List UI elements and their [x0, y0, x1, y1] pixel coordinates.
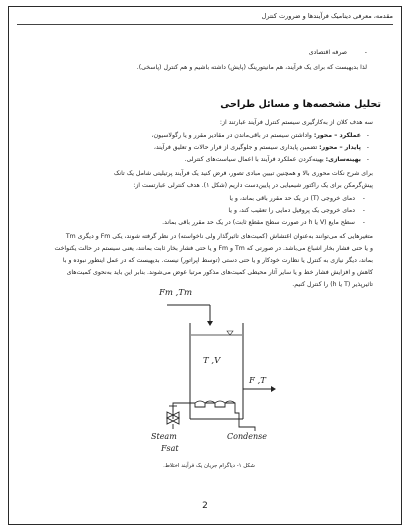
goal-text: واداشتن سیستم در باقی‌ماندن در مقادیر مقرر و یا رگولاسیون،: [151, 132, 312, 139]
intro-line-2: لذا بدیهیست که برای یک فرآیند، هم مانیتورینگ (پایش) داشته باشیم و هم کنترل (پاسخی).: [136, 64, 367, 71]
paragraph-2-line-4: کاهش و افزایش فشار خط و یا سایر آثار محیطی کمیت‌های مذکور مرتبا عوض می‌شوند. بنابر این باید به‌نحوی کمیت‌های: [66, 269, 373, 276]
dash-bullet: -: [362, 195, 365, 202]
objective-item-3: سطح مایع (V یا h در صورت سطح مقطع ثابت) در یک حد مقرر باقی بماند.: [162, 219, 355, 226]
paragraph-1-line-1: برای شرح نکات محوری بالا و همچنین تبیین مبادی تصور، فرض کنید یک فرآیند پرتیلیتی شامل یک تانک: [113, 170, 373, 177]
dash-bullet: -: [364, 49, 367, 56]
figure-caption: شکل ۱- دیاگرام جریان یک فرآیند اختلاط.: [163, 463, 255, 469]
paragraph-2-line-2: و یا حتی فشار بخار اشباع می‌باشد. در صورتی که Tm و Fm و یا حتی فشار بخار ثابت بمانند، یعنی سیستم در حالت یکنواخت: [54, 245, 373, 252]
dash-bullet: -: [362, 207, 365, 214]
steam-label: Steam: [151, 432, 177, 441]
section-title: تحلیل مشخصه‌ها و مسائل طراحی: [220, 99, 381, 110]
header-rule: [17, 24, 393, 25]
intro-sentence: سه هدف کلان از به‌کارگیری سیستم کنترل فرآیند عبارتند از:: [219, 119, 373, 126]
dash-bullet: -: [366, 144, 369, 151]
paragraph-2-line-3: بماند، دیگر نیازی به کنترل یا نظارت خودکار و یا حتی دستی (توسط اپراتور) نیست. بدیهیست که در عمل اینطور نبوده و با: [62, 257, 373, 264]
dash-bullet: -: [366, 156, 369, 163]
outlet-arrow-icon: [271, 386, 276, 392]
goal-term: پایدار – محور:: [319, 144, 361, 151]
tank-label: T ,V: [203, 356, 221, 366]
inlet-label: Fm ,Tm: [159, 288, 193, 298]
fsat-label: Fsat: [161, 444, 179, 453]
paragraph-2-line-5: تاثیرپذیر (T یا h) را کنترل کنیم.: [292, 281, 373, 288]
goal-item-3: [185, 156, 361, 163]
goal-item-1: [152, 132, 361, 139]
page-number: 2: [202, 501, 208, 511]
goal-term: عملکرد – محور:: [313, 132, 361, 139]
goal-item-2: [154, 144, 361, 151]
document-page: [8, 6, 402, 525]
inlet-arrow-icon: [207, 321, 213, 326]
process-figure: [145, 279, 281, 465]
intro-line-1: صرفه اقتصادی: [308, 49, 347, 56]
outlet-label: F ,T: [249, 376, 266, 386]
level-marker-icon: [227, 331, 233, 335]
condense-label: Condense: [227, 432, 267, 441]
objective-item-1: دمای خروجی (T) در یک حد مقرر باقی بماند، و یا: [229, 195, 355, 202]
paragraph-2-line-1: متغیرهایی که می‌توانند به‌عنوان اغتشاش (کمیت‌های تاثیرگذار ولی ناخواسته) در نظر گرفته شوند، یکی Fm و دیگری Tm: [65, 233, 373, 240]
objective-item-2: دمای خروجی یک پروفیل دمایی را تعقیب کند، و یا: [228, 207, 355, 214]
dash-bullet: -: [362, 219, 365, 226]
paragraph-1-line-2: پیش‌گرمکن برای یک راکتور شیمیایی در پایین‌دست داریم (شکل ۱). هدف کنترلی عبارتست از:: [133, 182, 373, 189]
running-header: مقدمه، معرفی دینامیک فرآیندها و ضرورت کنترل: [261, 12, 393, 20]
goal-term: بهینه‌سازی:: [325, 156, 361, 163]
mixing-tank-diagram: [145, 279, 281, 465]
dash-bullet: -: [366, 132, 369, 139]
goal-text: تضمین پایداری سیستم و جلوگیری از فرار حالات و تعلیق فرآیند،: [153, 144, 318, 151]
goal-text: بهینه‌کردن عملکرد فرآیند با اعمال سیاست‌های کنترلی.: [184, 156, 324, 163]
